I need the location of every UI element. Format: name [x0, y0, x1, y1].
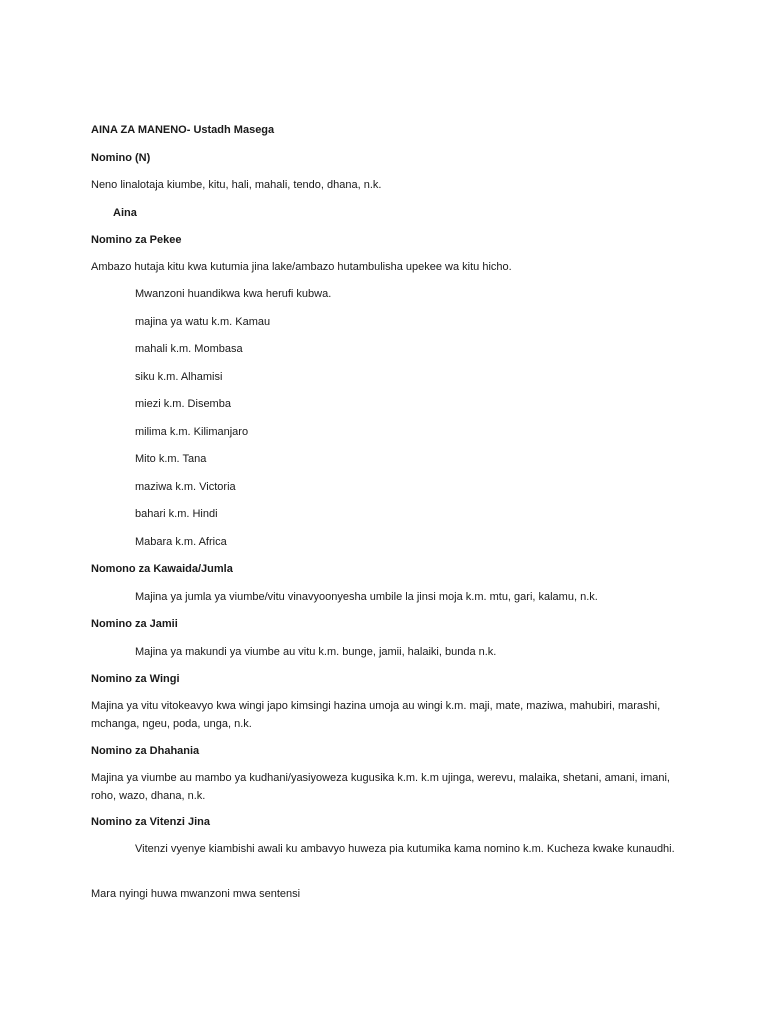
- pekee-list-item: siku k.m. Alhamisi: [135, 371, 223, 383]
- pekee-list-item: Mwanzoni huandikwa kwa herufi kubwa.: [135, 288, 332, 300]
- kawaida-text: Majina ya jumla ya viumbe/vitu vinavyoonyesha umbile la jinsi moja k.m. mtu, gari, kalamu, n.k.: [135, 591, 598, 603]
- pekee-list-item: Mito k.m. Tana: [135, 453, 207, 465]
- vitenzi-note: Mara nyingi huwa mwanzoni mwa sentensi: [91, 888, 301, 900]
- heading-nomino-vitenzi-jina: Nomino za Vitenzi Jina: [91, 816, 210, 828]
- pekee-list-item: mahali k.m. Mombasa: [135, 343, 243, 355]
- heading-nomino-wingi: Nomino za Wingi: [91, 673, 180, 685]
- pekee-list-item: milima k.m. Kilimanjaro: [135, 426, 249, 438]
- pekee-definition: Ambazo hutaja kitu kwa kutumia jina lake/ambazo hutambulisha upekee wa kitu hicho.: [91, 261, 512, 273]
- subheading-aina: Aina: [113, 207, 137, 219]
- document-title: AINA ZA MANENO- Ustadh Masega: [91, 124, 275, 136]
- nomino-definition: Neno linalotaja kiumbe, kitu, hali, mahali, tendo, dhana, n.k.: [91, 179, 382, 191]
- jamii-text: Majina ya makundi ya viumbe au vitu k.m. bunge, jamii, halaiki, bunda n.k.: [135, 646, 497, 658]
- vitenzi-text: Vitenzi vyenye kiambishi awali ku ambavyo huweza pia kutumika kama nomino k.m. Kucheza kwake kunaudhi.: [135, 843, 675, 855]
- heading-nomino-kawaida: Nomono za Kawaida/Jumla: [91, 563, 233, 575]
- pekee-list-item: bahari k.m. Hindi: [135, 508, 218, 520]
- pekee-list-item: maziwa k.m. Victoria: [135, 481, 236, 493]
- pekee-list-item: majina ya watu k.m. Kamau: [135, 316, 271, 328]
- dhahania-text: Majina ya viumbe au mambo ya kudhani/yasiyoweza kugusika k.m. k.m ujinga, werevu, malaika, shetani, amani, imani, roho, wazo, dhana, n.k.: [91, 772, 670, 802]
- section-heading-nomino: Nomino (N): [91, 152, 151, 164]
- pekee-list-item: miezi k.m. Disemba: [135, 398, 231, 410]
- pekee-list-item: Mabara k.m. Africa: [135, 536, 227, 548]
- heading-nomino-jamii: Nomino za Jamii: [91, 618, 178, 630]
- heading-nomino-pekee: Nomino za Pekee: [91, 234, 182, 246]
- heading-nomino-dhahania: Nomino za Dhahania: [91, 745, 200, 757]
- wingi-text: Majina ya vitu vitokeavyo kwa wingi japo kimsingi hazina umoja au wingi k.m. maji, mate, maziwa, mahubiri, marashi, mchanga, ngeu, poda, unga, n.k.: [91, 700, 661, 730]
